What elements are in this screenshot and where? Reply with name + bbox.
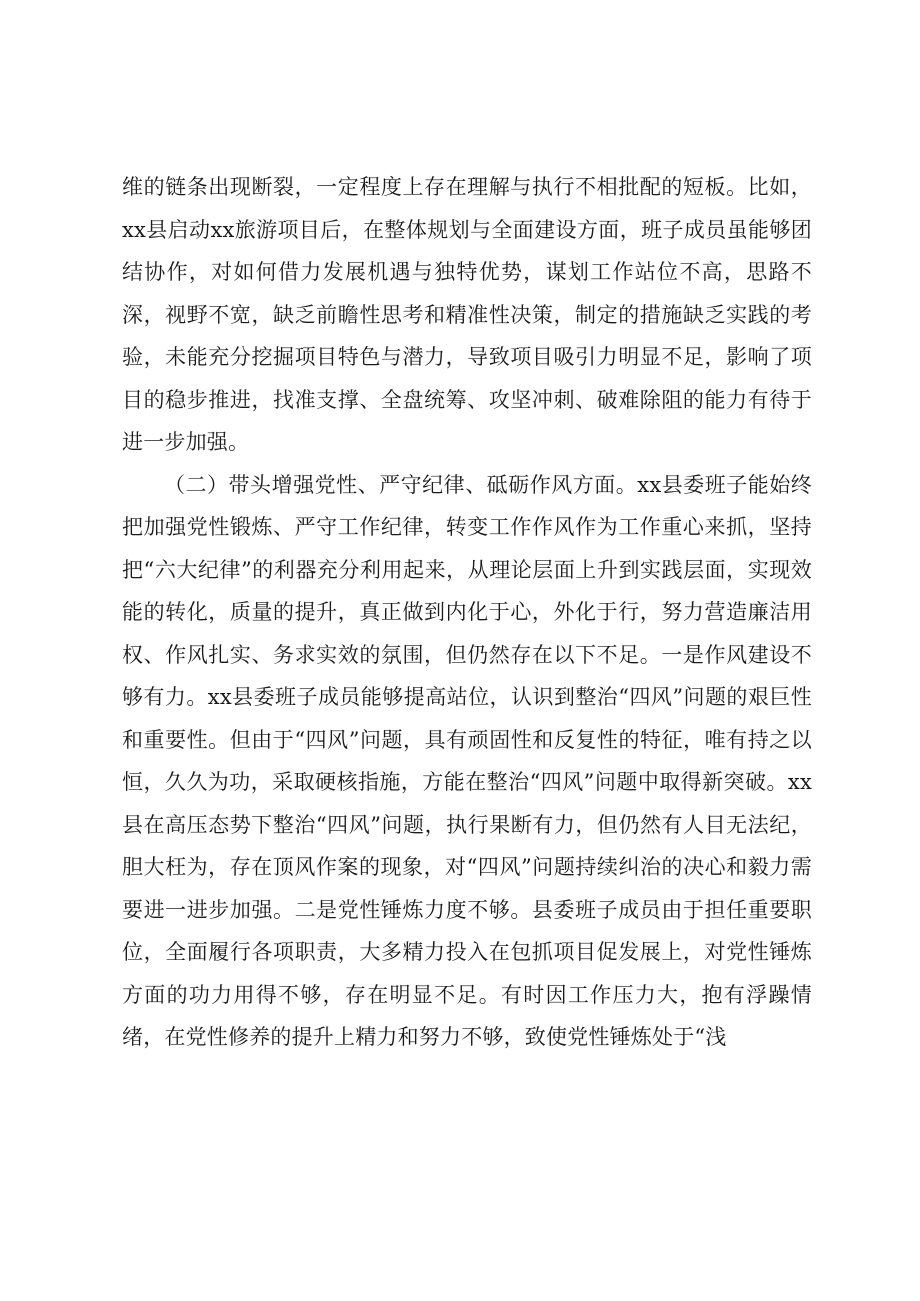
document-body bbox=[122, 166, 812, 1059]
paragraph-2: （二）带头增强党性、严守纪律、砥砺作风方面。xx县委班子能始终把加强党性锻炼、严守工作纪律，转变工作作风作为工作重心来抓，坚持把“六大纪律”的利器充分利用起来，从理论层面上升到实践层面，实现效能的转化，质量的提升，真正做到内化于心，外化于行，努力营造廉洁用权、作风扎实、务求实效的氛围，但仍然存在以下不足。一是作风建设不够有力。xx县委班子成员能够提高站位，认识到整治“四风”问题的艰巨性和重要性。但由于“四风”问题，具有顽固性和反复性的特征，唯有持之以恒，久久为功，采取硬核指施，方能在整治“四风”问题中取得新突破。xx县在高压态势下整治“四风”问题，执行果断有力，但仍然有人目无法纪，胆大枉为，存在顶风作案的现象，对“四风”问题持续纠治的决心和毅力需要进一进步加强。二是党性锤炼力度不够。县委班子成员由于担任重要职位，全面履行各项职责，大多精力投入在包抓项目促发展上，对党性锤炼方面的功力用得不够，存在明显不足。有时因工作压力大，抱有浮躁情绪，在党性修养的提升上精力和努力不够，致使党性锤炼处于“浅 bbox=[122, 472, 812, 1049]
paragraph-1: 维的链条出现断裂，一定程度上存在理解与执行不相批配的短板。比如，xx县启动xx旅游项目后，在整体规划与全面建设方面，班子成员虽能够团结协作，对如何借力发展机遇与独特优势，谋划工作站位不高，思路不深，视野不宽，缺乏前瞻性思考和精准性决策，制定的措施缺乏实践的考验，未能充分挖掘项目特色与潜力，导致项目吸引力明显不足，影响了项目的稳步推进，找准支撑、全盘统筹、攻坚冲刺、破难除阻的能力有待于进一步加强。 bbox=[122, 175, 812, 454]
